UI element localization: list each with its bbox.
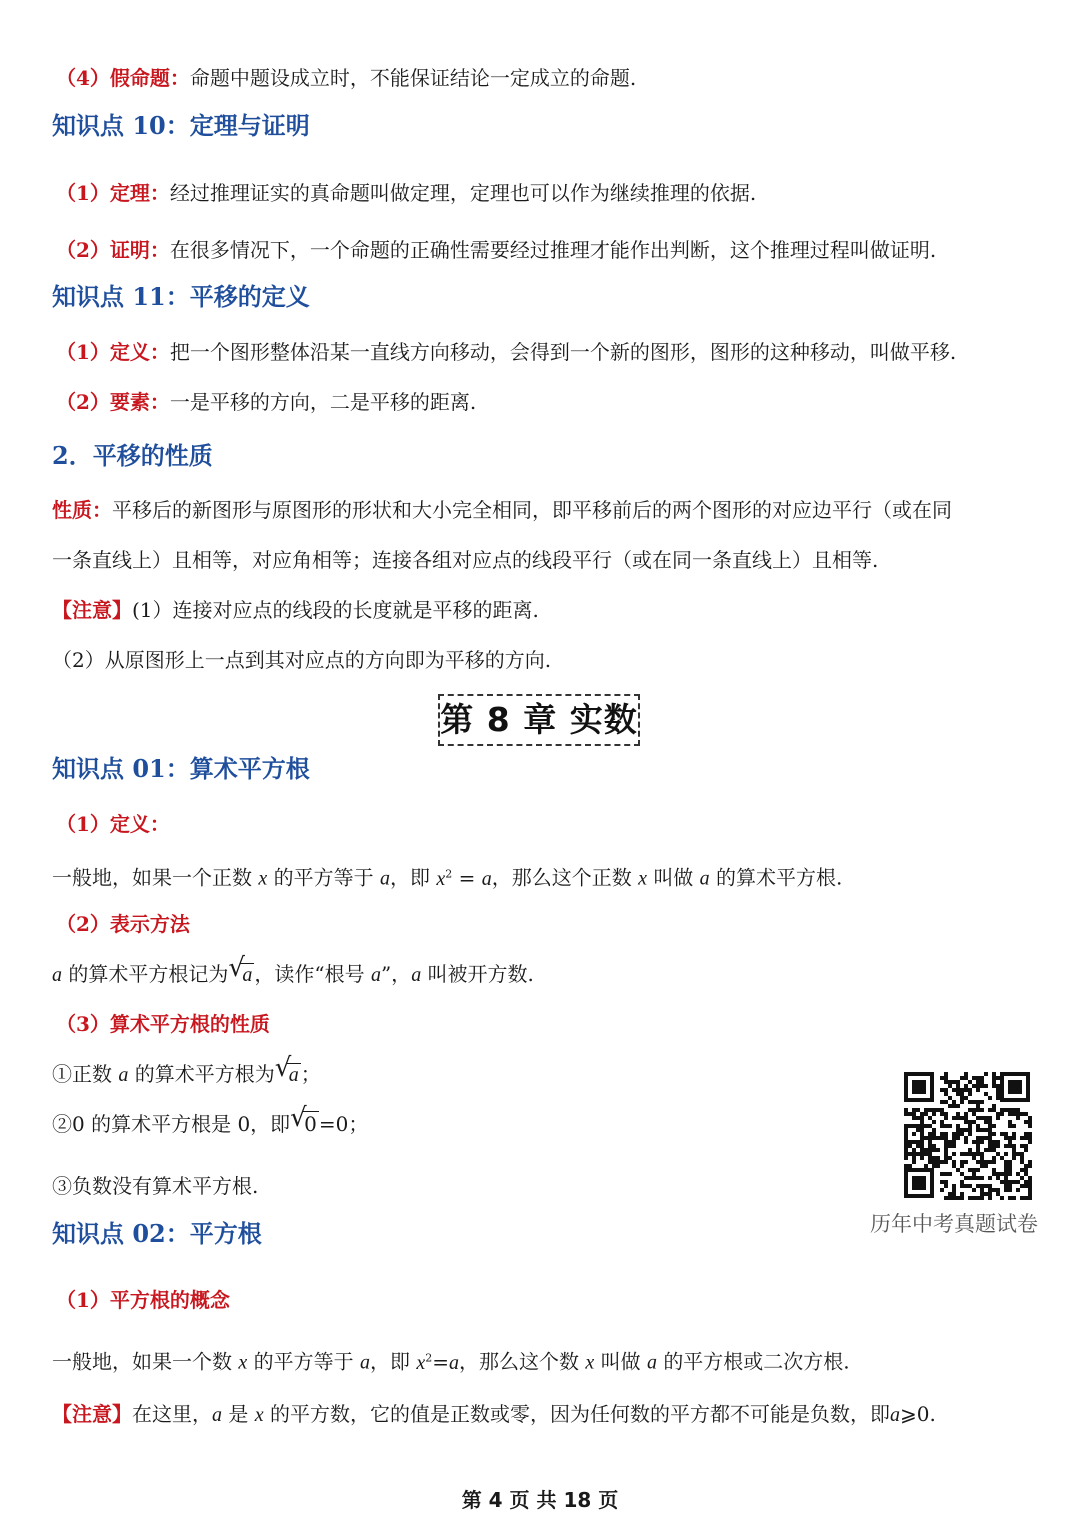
sqrt-zero: √ 0	[290, 1103, 317, 1136]
note-label: 【注意】	[52, 1402, 132, 1426]
property-line-1	[52, 496, 952, 524]
translation-elements-line	[56, 388, 476, 416]
proof-line	[56, 236, 936, 264]
label: 性质：	[52, 498, 112, 522]
kp01-heading: 知识点 01：算术平方根	[52, 754, 310, 783]
label: （2）要素：	[56, 390, 170, 414]
page-footer: 第 4 页 共 18 页	[461, 1488, 619, 1512]
kp01-def-label	[56, 810, 170, 838]
label: （1）定义：	[56, 340, 170, 364]
formula: $x^2 = a$	[436, 865, 492, 890]
text: 在很多情况下，一个命题的正确性需要经过推理才能作出判断，这个推理过程叫做证明.	[169, 238, 937, 262]
label: （4）假命题：	[56, 66, 190, 90]
property-line-2: 一条直线上）且相等，对应角相等；连接各组对应点的线段平行（或在同一条直线上）且相等.	[52, 548, 879, 572]
prop-line-1: ①正数 a 的算术平方根为 √ a ；	[52, 1060, 321, 1089]
qr-code	[902, 1070, 1032, 1200]
representation-line: a 的算术平方根记为 √ a ，读作“根号 a”，a 叫被开方数.	[52, 960, 534, 989]
prop-line-3: ③负数没有算术平方根.	[52, 1174, 259, 1198]
sqrt-a: √ a	[228, 953, 253, 986]
label: （3）算术平方根的性质	[56, 1012, 270, 1036]
prop-line-2: ②0 的算术平方根是 0，即 √ 0 =0；	[52, 1103, 369, 1136]
label: （2）证明：	[56, 238, 170, 262]
kp02-concept-label	[56, 1286, 230, 1314]
text: 平移后的新图形与原图形的形状和大小完全相同，即平移前后的两个图形的对应边平行（或在同	[112, 498, 952, 522]
sqrt-a: √ a	[274, 1053, 299, 1086]
kp10-heading: 知识点 10：定理与证明	[52, 111, 310, 140]
label: （1）平方根的概念	[56, 1288, 230, 1312]
sqrt-definition-line: 一般地，如果一个正数 x 的平方等于 a，即 $x^2 = a$，那么这个正数 x 叫做 a 的算术平方根.	[52, 865, 843, 890]
qr-caption: 历年中考真题试卷	[870, 1212, 1038, 1236]
kp01-prop-label	[56, 1010, 270, 1038]
text: 一是平移的方向，二是平移的距离.	[169, 390, 477, 414]
note-line-3: 【注意】在这里，a 是 x 的平方数，它的值是正数或零，因为任何数的平方都不可能是负数，即a⩾0.	[52, 1402, 936, 1426]
kp11-heading: 知识点 11：平移的定义	[52, 282, 310, 311]
formula: $x^2=a$	[416, 1349, 459, 1374]
qr-code-finder-top-left	[904, 1072, 934, 1102]
kp01-rep-label	[56, 910, 190, 938]
label: （2）表示方法	[56, 912, 190, 936]
false-proposition-line	[56, 64, 636, 92]
label: （1）定理：	[56, 181, 170, 205]
text: 把一个图形整体沿某一直线方向移动，会得到一个新的图形，图形的这种移动，叫做平移.	[169, 340, 957, 364]
sec2-heading: 2．平移的性质	[52, 441, 213, 470]
note-line-2: （2）从原图形上一点到其对应点的方向即为平移的方向.	[52, 648, 552, 672]
text: (1）连接对应点的线段的长度就是平移的距离.	[132, 598, 539, 622]
text: 命题中题设成立时，不能保证结论一定成立的命题.	[189, 66, 637, 90]
translation-def-line	[56, 338, 956, 366]
text: 经过推理证实的真命题叫做定理，定理也可以作为继续推理的依据.	[169, 181, 757, 205]
kp02-heading: 知识点 02：平方根	[52, 1219, 262, 1248]
note-line-1	[52, 596, 539, 624]
chapter-title: 第 8 章 实数	[438, 694, 640, 746]
label: （1）定义：	[56, 812, 170, 836]
qr-code-finder-top-right	[1000, 1072, 1030, 1102]
square-root-definition-line: 一般地，如果一个数 x 的平方等于 a，即 $x^2=a$，那么这个数 x 叫做 a 的平方根或二次方根.	[52, 1349, 850, 1374]
note-label: 【注意】	[52, 598, 132, 622]
theorem-line	[56, 179, 756, 207]
qr-code-finder-bottom-left	[904, 1168, 934, 1198]
